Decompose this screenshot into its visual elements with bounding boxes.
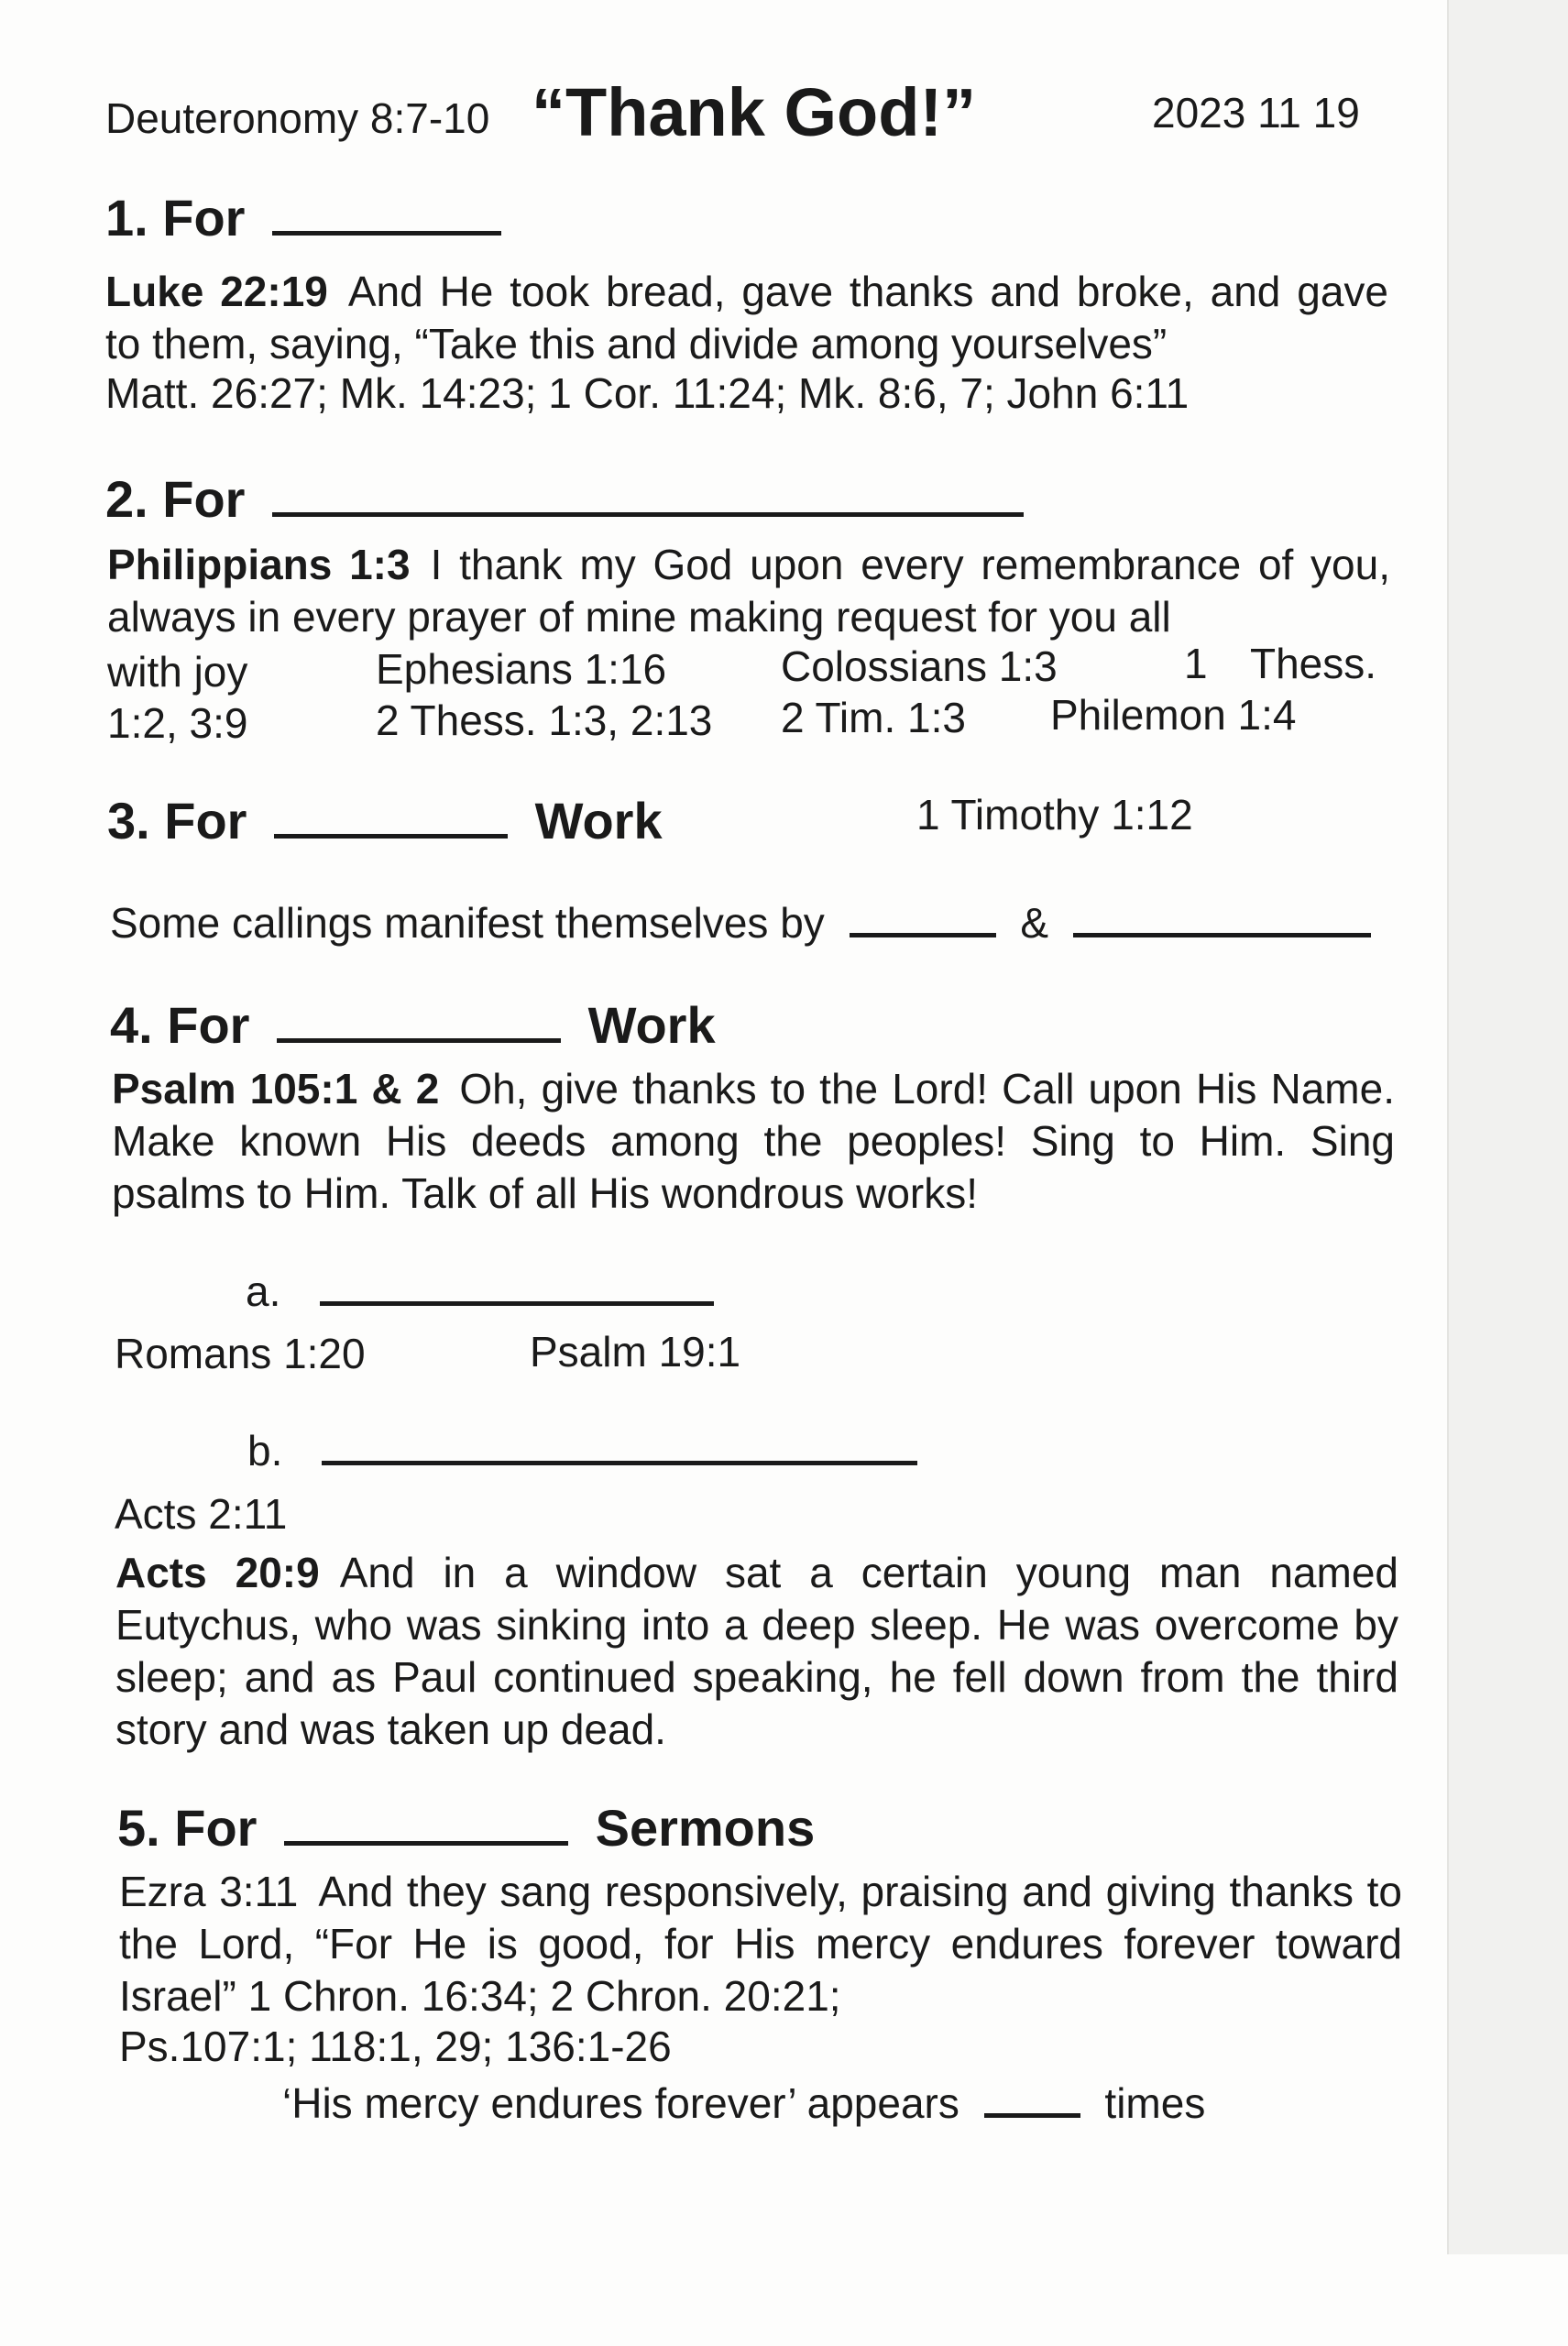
section-3-cross-ref: 1 Timothy 1:12 [916,791,1193,839]
page-title: “Thank God!” [532,74,977,150]
section-4-sub-a-ref-2: Psalm 19:1 [530,1328,741,1376]
section-5-mercy-text: ‘His mercy endures forever’ appears [282,2079,959,2127]
section-4-passage-ref: Psalm 105:1 & 2 [112,1065,440,1113]
section-2-passage-text: I thank my God upon every remembrance of you, always in every prayer of mine making request for you all [107,541,1390,641]
section-1-heading [105,188,501,247]
section-4-sub-a-ref-1: Romans 1:20 [115,1330,366,1377]
section-3-heading-text: 3. For [107,792,247,850]
section-2-line4-d: Philemon 1:4 [1050,691,1297,739]
section-4-sub-a-blank[interactable] [320,1301,714,1306]
section-3-callings-text: Some callings manifest themselves by [110,899,825,947]
section-5-cross-refs: Ps.107:1; 118:1, 29; 136:1-26 [119,2023,672,2070]
section-1-passage-text: And He took bread, gave thanks and broke, and gave to them, saying, “Take this and divide among yourselves” [105,268,1388,367]
section-1-blank[interactable] [272,231,501,236]
section-5-mercy-line [282,2078,1205,2128]
section-2-line4-c: 2 Tim. 1:3 [781,694,966,741]
section-5-heading [117,1798,815,1858]
section-4-sub-b [247,1426,917,1475]
section-4-sub-a [246,1266,714,1316]
section-4-sub-b-label: b. [247,1427,283,1474]
section-3-blank-first[interactable] [850,933,996,937]
section-2-line3-d: 1 [1184,640,1208,687]
date: 2023 11 19 [1152,89,1360,137]
section-3-ampersand: & [1020,899,1049,947]
section-1-passage [105,266,1388,370]
section-1-heading-text: 1. For [105,189,246,247]
scripture-reference: Deuteronomy 8:7-10 [105,94,490,142]
section-5-mercy-blank[interactable] [984,2113,1080,2118]
section-3-callings [110,898,1371,948]
section-5-heading-text: 5. For [117,1799,258,1857]
section-2-line3-a: with joy [107,648,248,696]
section-4-heading-text: 4. For [110,996,250,1054]
section-4-passage-text: Oh, give thanks to the Lord! Call upon His Name. Make known His deeds among the peoples! Sing to Him. Sing psalms to Him. Talk of all His wondrous works! [112,1065,1395,1217]
section-1-cross-refs: Matt. 26:27; Mk. 14:23; 1 Cor. 11:24; Mk. 8:6, 7; John 6:11 [105,369,1190,417]
section-2-passage [107,539,1390,643]
section-5-passage-text: And they sang responsively, praising and giving thanks to the Lord, “For He is good, for His mercy endures forever toward Israel” 1 Chron. 16:34; 2 Chron. 20:21; [119,1868,1402,2020]
section-2-heading [105,469,1024,529]
section-5-passage [119,1866,1402,2023]
section-4-sub-b-blank[interactable] [322,1461,917,1465]
section-4-acts-passage [115,1547,1398,1756]
section-3-blank-second[interactable] [1073,933,1371,937]
section-2-passage-ref: Philippians 1:3 [107,541,411,588]
section-5-heading-suffix: Sermons [595,1799,816,1857]
section-2-line3-c: Colossians 1:3 [781,642,1058,690]
section-4-sub-b-ref: Acts 2:11 [115,1490,288,1538]
section-4-sub-a-label: a. [246,1267,281,1315]
section-2-line4-b: 2 Thess. 1:3, 2:13 [376,696,713,744]
section-2-heading-text: 2. For [105,470,246,528]
section-2-line4-a: 1:2, 3:9 [107,699,248,747]
section-3-blank[interactable] [274,834,508,839]
section-2-line3-b: Ephesians 1:16 [376,645,667,693]
section-4-acts-text: And in a window sat a certain young man named Eutychus, who was sinking into a deep sleep. He was overcome by sleep; and as Paul continued speaking, he fell down from the third story and was taken up dead. [115,1549,1398,1753]
section-5-blank[interactable] [284,1841,568,1846]
section-3-heading-suffix: Work [534,792,663,850]
section-4-blank[interactable] [277,1038,561,1043]
section-4-acts-ref: Acts 20:9 [115,1549,320,1596]
section-2-blank[interactable] [272,512,1024,517]
section-4-heading [110,995,716,1055]
page-edge [1447,0,1568,2254]
section-3-heading [107,791,663,850]
section-4-heading-suffix: Work [587,996,716,1054]
section-5-passage-ref: Ezra 3:11 [119,1868,299,1915]
section-5-mercy-suffix: times [1104,2079,1206,2127]
section-1-passage-ref: Luke 22:19 [105,268,328,315]
section-4-passage [112,1063,1395,1220]
section-2-line3-e: Thess. [1250,640,1377,687]
